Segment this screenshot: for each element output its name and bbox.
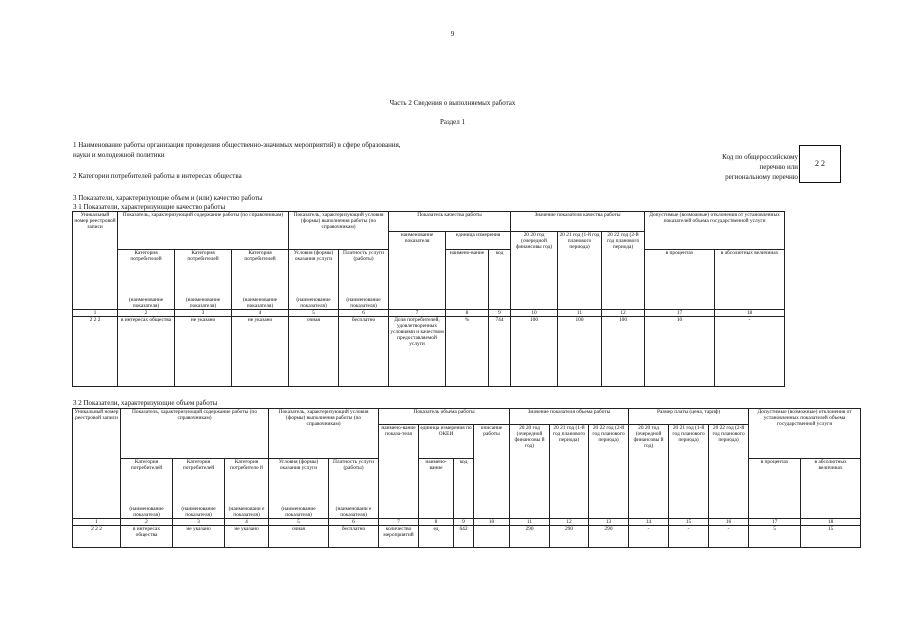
cell: 290: [510, 526, 550, 548]
cell: %: [446, 317, 489, 387]
num-cell: 12: [602, 310, 645, 317]
col-unit-code: код: [489, 250, 511, 310]
consumer-categories: 2 Категории потребителей работы в интересах общества: [73, 172, 242, 180]
cell: -: [709, 526, 749, 548]
col-volume: Показатель объема работы: [379, 409, 510, 425]
cell: 744: [489, 317, 511, 387]
cell: очная: [289, 317, 339, 387]
col-year-1: 20 20 год (очередной финансовы год): [511, 232, 558, 310]
num-cell: 18: [801, 519, 861, 526]
code-label-2: перечню или: [759, 163, 798, 171]
num-cell: 2: [121, 519, 173, 526]
num-cell: 7: [389, 310, 446, 317]
num-cell: 6: [339, 310, 389, 317]
col-price-1: 20 20 год (очередной финансовы й год): [629, 425, 669, 519]
cell: бесплатно: [339, 317, 389, 387]
col-unit: единица измерения: [446, 232, 511, 250]
num-cell: 4: [232, 310, 289, 317]
col-pn-4: (наименование показателя): [269, 497, 329, 519]
num-cell: 3: [175, 310, 232, 317]
quality-table: [72, 211, 785, 387]
col-dev-pct: в процентах: [749, 459, 801, 519]
table-row: [73, 526, 861, 548]
cell: -: [669, 526, 709, 548]
col-unit-name: наимено-вание: [419, 459, 454, 519]
col-year-3: 20 22 год (2-й год планового периода): [589, 425, 629, 519]
col-deviation: Допустимые (возможные) отклонения от установленных показателей объема государственной услуги: [645, 212, 785, 250]
cell: 5: [749, 526, 801, 548]
cell: 642: [454, 526, 474, 548]
num-cell: 4: [225, 519, 269, 526]
cell: 100: [558, 317, 602, 387]
num-cell: 13: [589, 519, 629, 526]
num-cell: 8: [419, 519, 454, 526]
col-unique: Уникальный номер реестровой записи: [73, 212, 118, 310]
col-values: Значение показателя качества работы: [511, 212, 645, 232]
col-values: Значение показателя объема работы: [510, 409, 629, 425]
col-price-3: 20 22 год (2-й год планового периода): [709, 425, 749, 519]
table-row: [73, 317, 785, 387]
col-pn-4: (наименование показателя): [289, 288, 339, 310]
num-cell: 1: [73, 310, 118, 317]
cell: не указано: [232, 317, 289, 387]
num-cell: 9: [454, 519, 474, 526]
col-pn-2: (наименование показателя): [173, 497, 225, 519]
num-cell: 17: [749, 519, 801, 526]
code-box: 2 2: [799, 145, 841, 183]
col-year-1: 20 20 год (очередной финансовы й год): [510, 425, 550, 519]
num-cell: 5: [289, 310, 339, 317]
cell: ед: [419, 526, 454, 548]
num-cell: 5: [269, 519, 329, 526]
cell: в интересах общества: [118, 317, 175, 387]
col-cond-2: Платность услуги (работы): [329, 459, 379, 497]
col-quality: Показатель качества работы: [389, 212, 511, 232]
col-dev-abs: в абсолютных величинах: [715, 250, 785, 310]
col-cond-1: Условия (формы) оказания услуги: [289, 250, 339, 288]
cell: -: [629, 526, 669, 548]
num-cell: 1: [73, 519, 121, 526]
col-cat-2: Категория потребителей: [173, 459, 225, 497]
cell: 2 2 2: [73, 317, 118, 387]
col-content: Показатель, характеризующий содержание работы (по справочникам): [121, 409, 269, 459]
cell: очная: [269, 526, 329, 548]
cell: 10: [645, 317, 715, 387]
volume-table: [72, 408, 861, 548]
col-pn-5: (наименование показателя): [339, 288, 389, 310]
col-work-desc: описание работы: [474, 425, 510, 519]
num-cell: 15: [669, 519, 709, 526]
num-cell: 9: [489, 310, 511, 317]
col-cat-2: Категория потребителей: [175, 250, 232, 288]
num-cell: 11: [558, 310, 602, 317]
cell: не указано: [225, 526, 269, 548]
col-pn-2: (наименование показателя): [175, 288, 232, 310]
num-cell: 6: [329, 519, 379, 526]
code-label-3: региональному перечню: [725, 173, 798, 181]
part-title: Часть 2 Сведения о выполняемых работах: [389, 99, 516, 107]
col-deviation: Допустимые (возможные) отклонения от установленных показателей объема государственной услуги: [749, 409, 861, 459]
col-dev-pct: в процентах: [645, 250, 715, 310]
col-pn-3: (наименование показателя): [232, 288, 289, 310]
num-cell: 10: [474, 519, 510, 526]
num-cell: 3: [173, 519, 225, 526]
cell: 2 2 2: [73, 526, 121, 548]
col-cat-1: Категория потребителей: [121, 459, 173, 497]
indicators-heading: 3 Показатели, характеризующие объем и (или) качество работы: [73, 194, 263, 202]
col-unit-name: наимено-вание: [446, 250, 489, 310]
num-cell: 16: [709, 519, 749, 526]
quality-heading: 3 1 Показатели, характеризующие качество работы: [73, 203, 226, 211]
num-cell: 7: [379, 519, 419, 526]
cell: 100: [602, 317, 645, 387]
col-pn-5: (наименовани е показателя): [329, 497, 379, 519]
col-content: Показатель, характеризующий содержание работы (по справочникам): [118, 212, 289, 250]
cell: в интересах общества: [121, 526, 173, 548]
col-pn-3: (наименовани е показателя): [225, 497, 269, 519]
col-pn-1: (наименование показателя): [121, 497, 173, 519]
cell: [474, 526, 510, 548]
cell: количество мероприятий: [379, 526, 419, 548]
num-cell: 18: [715, 310, 785, 317]
cell: 15: [801, 526, 861, 548]
col-cat-3: Категория потребителей: [232, 250, 289, 288]
col-dev-abs: в абсолютных величинах: [801, 459, 861, 519]
cell: Доля потребителей, удовлетворенных условиями и качеством предоставляемой услуги: [389, 317, 446, 387]
num-cell: 8: [446, 310, 489, 317]
volume-heading: 3 2 Показатели, характеризующие объем работы: [73, 399, 218, 407]
work-name-line2: науки и молодежной политики: [73, 151, 165, 159]
col-unit-code: код: [454, 459, 474, 519]
num-cell: 10: [511, 310, 558, 317]
code-label-1: Код по общероссийскому: [722, 153, 798, 161]
col-unique: Уникальный номер реестровой записи: [73, 409, 121, 519]
col-indicator-name: наимено-вание показа-теля: [379, 425, 419, 519]
col-price: Размер платы (цена, тариф): [629, 409, 749, 425]
col-cat-3: Категория потребителе й: [225, 459, 269, 497]
col-price-2: 20 21 год (1-й год планового периода): [669, 425, 709, 519]
page-number: 9: [450, 30, 455, 38]
cell: бесплатно: [329, 526, 379, 548]
num-cell: 11: [510, 519, 550, 526]
num-cell: 12: [550, 519, 589, 526]
cell: 290: [589, 526, 629, 548]
section-title: Раздел 1: [439, 118, 466, 126]
col-conditions: Показатель, характеризующий условия (формы) выполнения работы (по справочникам): [269, 409, 379, 459]
cell: не указано: [175, 317, 232, 387]
cell: 290: [550, 526, 589, 548]
col-year-2: 20 21 год (1-й год планового периода): [558, 232, 602, 310]
num-cell: 17: [645, 310, 715, 317]
col-cond-1: Условия (формы) оказания услуги: [269, 459, 329, 497]
table-row-numbers: [73, 310, 785, 317]
col-conditions: Показатель, характеризующий условия (формы) выполнения работы (по справочникам): [289, 212, 389, 250]
col-cat-1: Категория потребителей: [118, 250, 175, 288]
col-pn-1: (наименование показателя): [118, 288, 175, 310]
col-unit: единица измерения по ОКЕИ: [419, 425, 474, 459]
num-cell: 14: [629, 519, 669, 526]
work-name-line1: 1 Наименование работы организация проведения общественно-значимых мероприятий) в сфере образования,: [73, 141, 401, 149]
cell: не указано: [173, 526, 225, 548]
col-year-3: 20 22 год (2-й год планового периода): [602, 232, 645, 310]
col-indicator-name: наименование показателя: [389, 232, 446, 310]
num-cell: 2: [118, 310, 175, 317]
table-row-numbers: [73, 519, 861, 526]
col-cond-2: Платность услуги (работы): [339, 250, 389, 288]
cell: 100: [511, 317, 558, 387]
cell: -: [715, 317, 785, 387]
col-year-2: 20 21 год (1-й год планового периода): [550, 425, 589, 519]
